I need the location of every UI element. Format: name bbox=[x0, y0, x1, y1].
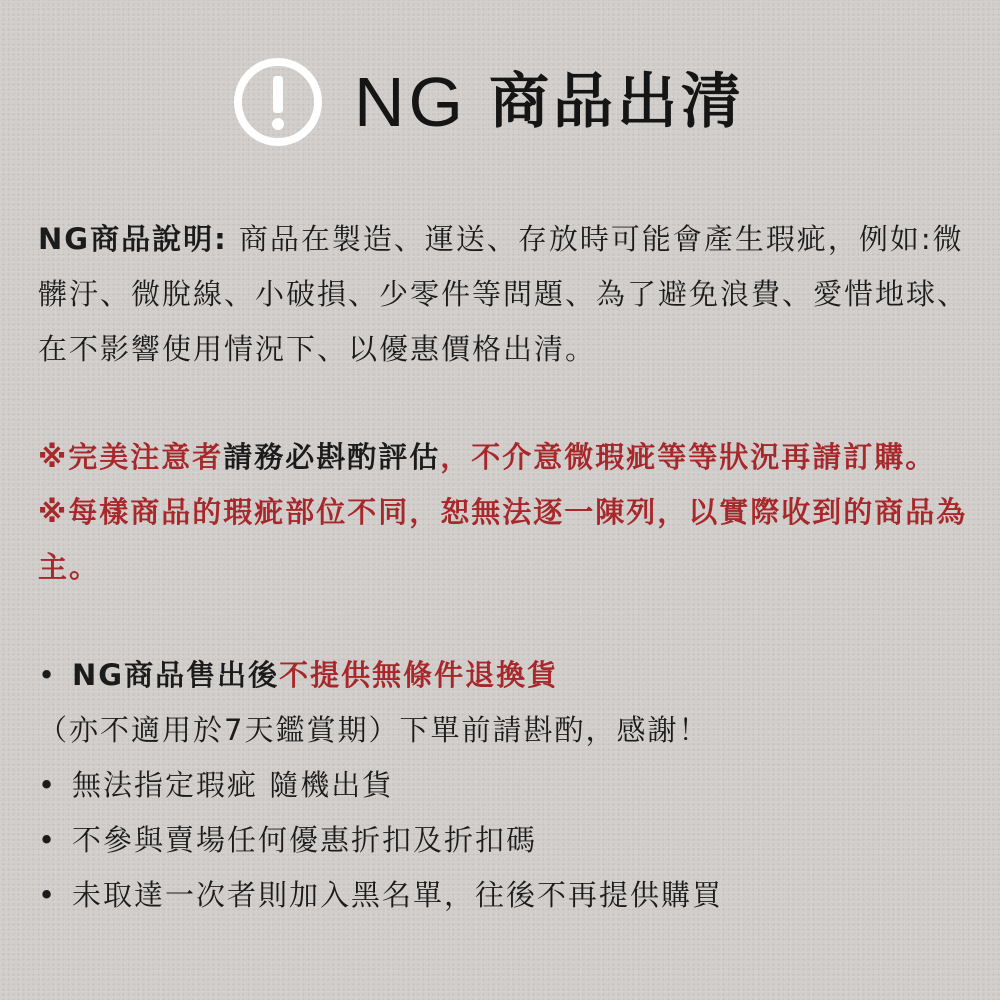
bullet-dot: • bbox=[38, 878, 58, 912]
content bbox=[38, 212, 978, 923]
notice-perfectionist-red-1: ※完美注意者 bbox=[38, 440, 224, 474]
notice-perfectionist bbox=[38, 430, 978, 485]
bullet-1-red: 不提供無條件退換貨 bbox=[279, 658, 559, 692]
description-label: NG商品說明: bbox=[38, 222, 228, 256]
bullet-1-dark: NG商品售出後 bbox=[72, 658, 280, 692]
bullet-dot: • bbox=[38, 823, 58, 857]
header bbox=[232, 52, 745, 152]
bullet-1-continuation: （亦不適用於7天鑑賞期）下單前請斟酌，感謝！ bbox=[38, 713, 710, 747]
bullet-item-blacklist bbox=[38, 868, 978, 923]
notice-perfectionist-red-2: ，不介意微瑕疵等等狀況再請訂購。 bbox=[440, 440, 937, 474]
exclamation-circle-icon bbox=[232, 56, 324, 148]
bullet-item-no-discount bbox=[38, 813, 978, 868]
bullet-dot: • bbox=[38, 768, 58, 802]
bullet-3-text: 不參與賣場任何優惠折扣及折扣碼 bbox=[72, 823, 538, 857]
header-title: 商品出清 bbox=[489, 67, 745, 137]
bullet-dot: • bbox=[38, 658, 58, 692]
bullet-4-text: 未取達一次者則加入黑名單，往後不再提供購買 bbox=[72, 878, 724, 912]
bullet-item-random-shipping bbox=[38, 758, 978, 813]
bullet-item-no-return bbox=[38, 648, 978, 703]
description-text: 商品在製造、運送、存放時可能會產生瑕疵，例如:微髒汙、微脫線、小破損、少零件等問題、為了避免浪費、愛惜地球、在不影響使用情況下、以優惠價格出清。 bbox=[38, 222, 969, 366]
header-ng: NG bbox=[354, 63, 467, 141]
description-paragraph bbox=[38, 212, 978, 377]
notice-perfectionist-dark: 請務必斟酌評估 bbox=[223, 440, 441, 474]
notice-defect-location: ※每樣商品的瑕疵部位不同，恕無法逐一陳列，以實際收到的商品為主。 bbox=[38, 495, 968, 584]
bullet-2-text: 無法指定瑕疵 隨機出貨 bbox=[72, 768, 394, 802]
